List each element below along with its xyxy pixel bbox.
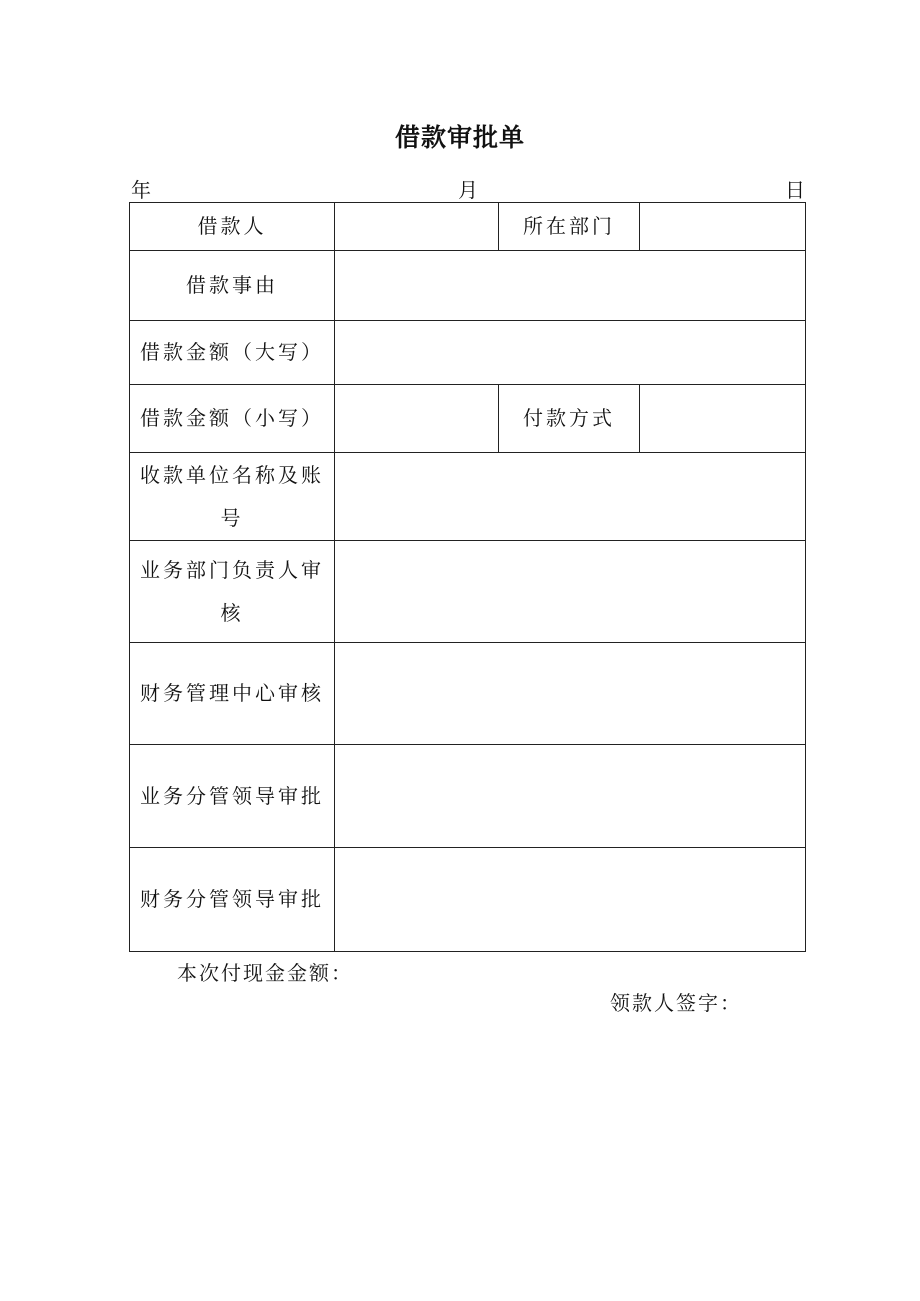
reason-field[interactable] — [335, 251, 806, 321]
amount-lower-label: 借款金额（小写） — [130, 385, 335, 453]
dept-head-field[interactable] — [335, 541, 806, 643]
payment-method-label: 付款方式 — [499, 385, 640, 453]
finance-center-field[interactable] — [335, 643, 806, 745]
row-borrower — [130, 203, 806, 251]
cash-amount-label: 本次付现金金额： — [177, 961, 353, 985]
department-field[interactable] — [640, 203, 806, 251]
row-amount-lower — [130, 385, 806, 453]
amount-lower-field[interactable] — [335, 385, 499, 453]
document-title: 借款审批单 — [394, 123, 525, 152]
signature-label: 领款人签字： — [610, 991, 742, 1015]
date-day-label: 日 — [785, 178, 805, 202]
business-leader-field[interactable] — [335, 745, 806, 848]
finance-leader-label: 财务分管领导审批 — [130, 848, 335, 952]
payee-field[interactable] — [335, 453, 806, 541]
row-dept-head — [130, 541, 806, 643]
payment-method-field[interactable] — [640, 385, 806, 453]
payee-label: 收款单位名称及账号 — [130, 453, 335, 541]
row-amount-upper — [130, 321, 806, 385]
date-year-label: 年 — [131, 178, 151, 202]
row-finance-center — [130, 643, 806, 745]
finance-leader-field[interactable] — [335, 848, 806, 952]
row-finance-leader — [130, 848, 806, 952]
loan-approval-table — [129, 202, 806, 952]
amount-upper-field[interactable] — [335, 321, 806, 385]
row-reason — [130, 251, 806, 321]
row-payee — [130, 453, 806, 541]
department-label: 所在部门 — [499, 203, 640, 251]
reason-label: 借款事由 — [130, 251, 335, 321]
date-month-label: 月 — [458, 178, 478, 202]
row-business-leader — [130, 745, 806, 848]
dept-head-label: 业务部门负责人审核 — [130, 541, 335, 643]
business-leader-label: 业务分管领导审批 — [130, 745, 335, 848]
amount-upper-label: 借款金额（大写） — [130, 321, 335, 385]
borrower-label: 借款人 — [130, 203, 335, 251]
finance-center-label: 财务管理中心审核 — [130, 643, 335, 745]
borrower-field[interactable] — [335, 203, 499, 251]
